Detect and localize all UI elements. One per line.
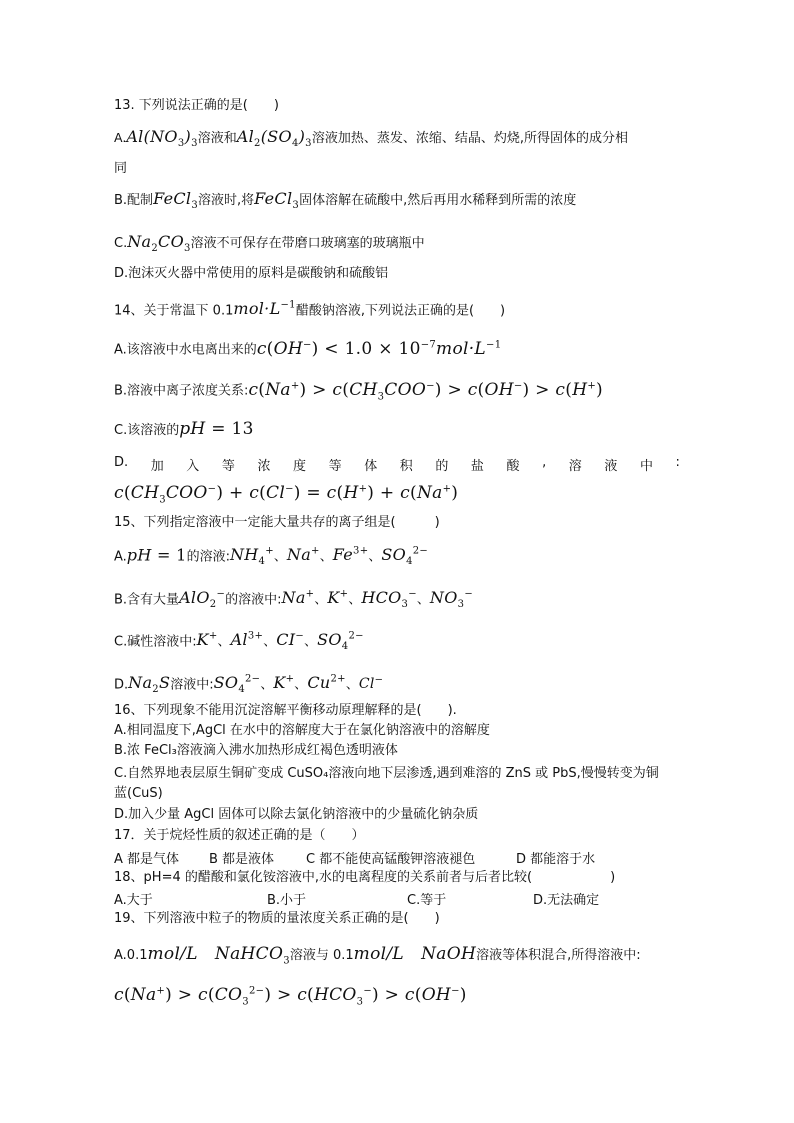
q14-stem-pre: 14、关于常温下 0.1 (114, 303, 234, 319)
ion-no3: $NO_3^-$ (429, 588, 473, 611)
separator: 、 (294, 677, 308, 693)
q13-c-tail: 溶液不可保存在带磨口玻璃塞的玻璃瓶中 (190, 236, 425, 251)
q14-d-word: 中 (639, 459, 653, 474)
separator: 、 (416, 592, 430, 608)
q15-option-b (114, 586, 473, 615)
q15-d-mid: 溶液中: (170, 677, 214, 693)
ion-cu2: $Cu^{2+}$ (307, 673, 346, 693)
formula-na2co3: $Na_2CO_3$ (127, 232, 191, 255)
separator: 、 (217, 634, 231, 650)
formula-fecl3: FeCl$_3$ (153, 189, 198, 212)
q19-a-pre: A.0.1 (114, 948, 148, 963)
q13-option-c (114, 233, 425, 258)
q15-stem: 15、下列指定溶液中一定能大量共存的离子组是( ) (114, 515, 440, 530)
q14-d-word: 盐 (470, 459, 484, 474)
q14-d-word: 等 (221, 459, 235, 474)
q15-c-prefix: C.碱性溶液中: (114, 634, 197, 650)
q19-option-a-formula (114, 982, 467, 1011)
formula-ph-13: pH = 13 (179, 419, 254, 439)
unit-mol-per-l: $mol\cdot L^{-1}$ (233, 299, 296, 319)
q14-d-word: 等 (328, 459, 342, 474)
q17-options (114, 848, 595, 867)
formula-al-no3-3: $Al(NO_3)_3$ (126, 127, 198, 150)
q19-stem: 19、下列溶液中粒子的物质的量浓度关系正确的是( ) (114, 911, 440, 926)
q18-options (114, 889, 599, 908)
ion-nh4: $NH_4^+$ (229, 545, 274, 568)
q13-option-d: D.泡沫灭火器中常使用的原料是碳酸钠和硫酸铝 (114, 266, 389, 281)
ion-so4: $SO_4^{2-}$ (317, 630, 364, 653)
separator: 、 (263, 634, 277, 650)
separator: 、 (368, 549, 382, 565)
q19-option-a (114, 945, 641, 970)
q15-d-prefix: D. (114, 677, 129, 693)
q15-a-prefix: A. (114, 549, 127, 565)
q14-d-word: 溶 (568, 459, 582, 474)
q18-option-c: C.等于 (407, 893, 447, 908)
formula-ion-order-2: $c(Na^+) > c(CO_3^{2-}) > c(HCO_3^-) > c(OH^-)$ (114, 984, 467, 1008)
q14-d-word: 体 (364, 459, 378, 474)
q15-b-prefix: B.含有大量 (114, 592, 180, 608)
q14-option-c (114, 420, 254, 440)
q14-d-word: 液 (604, 459, 618, 474)
q15-option-c (114, 628, 364, 657)
q14-stem (114, 297, 505, 320)
q13-stem: 13. 下列说法正确的是( ) (114, 98, 279, 113)
q19-a-post: 溶液等体积混合,所得溶液中: (476, 948, 641, 963)
formula-naoh: mol/L NaOH (353, 944, 477, 964)
q14-option-b (114, 377, 603, 406)
q14-stem-post: 醋酸钠溶液,下列说法正确的是( ) (295, 303, 506, 319)
separator: 、 (260, 677, 274, 693)
q14-c-prefix: C.该溶液的 (114, 423, 180, 438)
ion-al3: $Al^{3+}$ (230, 630, 264, 650)
ion-k: K+ (196, 630, 218, 650)
formula-c-oh-lt: $c(OH^-) < 1.0 \times 10^{-7}mol\cdot L^{-1}$ (256, 338, 502, 359)
ion-cl: Cl− (358, 674, 384, 693)
q14-option-d-formula (114, 480, 458, 509)
ion-na: Na+ (281, 588, 315, 608)
q13-a-wrap: 同 (114, 161, 128, 176)
q14-option-a (114, 336, 501, 360)
q15-b-mid: 的溶液中: (225, 592, 282, 608)
q14-d-word: 浓 (257, 459, 271, 474)
q14-d-word: , (542, 455, 547, 470)
q14-d-word: D. (114, 455, 129, 470)
formula-fecl3-2: FeCl$_3$ (254, 189, 300, 212)
q14-d-word: 度 (293, 459, 307, 474)
q14-d-word: 入 (186, 459, 200, 474)
q15-a-mid: 的溶液: (186, 549, 230, 565)
q16-option-c: C.自然界地表层原生铜矿变成 CuSO₄溶液向地下层渗透,遇到难溶的 ZnS 或 PbS,慢慢转变为铜 (114, 766, 659, 781)
q15-option-d (114, 671, 383, 700)
q13-a-tail: 溶液加热、蒸发、浓缩、结晶、灼烧,所得固体的成分相 (311, 131, 628, 146)
ion-k: K+ (327, 588, 349, 608)
q14-d-word: 的 (435, 459, 449, 474)
q19-a-mid: 溶液与 0.1 (289, 948, 354, 963)
q13-b-mid: 溶液时,将 (198, 193, 255, 208)
q18-stem: 18、pH=4 的醋酸和氯化铵溶液中,水的电离程度的关系前者与后者比较( ) (114, 870, 616, 885)
formula-ph-1: pH = 1 (126, 545, 187, 565)
formula-na2s: $Na_2S$ (128, 673, 171, 696)
separator: 、 (304, 634, 318, 650)
separator: 、 (345, 677, 359, 693)
q14-d-word: 酸 (506, 459, 520, 474)
q17-option-c: C 都不能使高锰酸钾溶液褪色 (306, 852, 476, 867)
q18-option-d: D.无法确定 (533, 893, 600, 908)
q13-option-b (114, 190, 576, 215)
q13-option-a (114, 128, 628, 153)
q16-option-c-wrap: 蓝(CuS) (114, 786, 163, 801)
q14-d-word: 积 (399, 459, 413, 474)
q18-option-b: B.小于 (267, 893, 307, 908)
ion-na: Na+ (286, 545, 320, 565)
q15-option-a (114, 543, 428, 572)
q17-option-b: B 都是液体 (209, 852, 275, 867)
ion-so4: $SO_4^{2-}$ (381, 545, 429, 568)
q17-option-d: D 都能溶于水 (516, 852, 596, 867)
separator: 、 (314, 592, 328, 608)
separator: 、 (319, 549, 333, 565)
ion-fe3: $Fe^{3+}$ (332, 545, 369, 565)
formula-ion-order: $c(Na^+) > c(CH_3COO^-) > c(OH^-) > c(H^+)$ (248, 379, 603, 403)
q18-option-a: A.大于 (114, 893, 153, 908)
q14-b-prefix: B.溶液中离子浓度关系: (114, 383, 249, 399)
ion-so4: $SO_4^{2-}$ (213, 673, 261, 696)
separator: 、 (273, 549, 287, 565)
formula-al2-so4-3: $Al_2(SO_4)_3$ (236, 127, 312, 150)
q14-d-word: : (675, 455, 680, 470)
ion-alo2: AlO$_2$− (179, 588, 226, 611)
q17-option-a: A 都是气体 (114, 852, 180, 867)
q14-d-word: 加 (150, 459, 164, 474)
ion-cl: CI− (276, 630, 305, 650)
unit-mol-l: mol/L NaHCO$_3$ (147, 944, 290, 967)
q13-b-tail: 固体溶解在硫酸中,然后再用水稀释到所需的浓度 (299, 193, 577, 208)
q16-option-b: B.浓 FeCl₃溶液滴入沸水加热形成红褐色透明液体 (114, 743, 398, 758)
ion-hco3: $HCO_3^-$ (361, 588, 417, 611)
q16-stem: 16、下列现象不能用沉淀溶解平衡移动原理解释的是( ). (114, 703, 457, 718)
q16-option-d: D.加入少量 AgCl 固体可以除去氯化钠溶液中的少量硫化钠杂质 (114, 807, 479, 822)
q14-option-d-text (114, 455, 680, 474)
q17-stem: 17．关于烷烃性质的叙述正确的是（ ） (114, 828, 365, 843)
q13-b-prefix: B.配制 (114, 193, 154, 208)
q13-a-mid: 溶液和 (197, 131, 237, 146)
ion-k: K+ (273, 673, 295, 693)
q13-c-prefix: C. (114, 236, 128, 251)
q13-a-prefix: A. (114, 130, 127, 145)
q14-a-prefix: A.该溶液中水电离出来的 (114, 342, 257, 358)
formula-charge-balance: $c(CH_3COO^-) + c(Cl^-) = c(H^+) + c(Na^+)$ (114, 482, 459, 506)
separator: 、 (348, 592, 362, 608)
q16-option-a: A.相同温度下,AgCl 在水中的溶解度大于在氯化钠溶液中的溶解度 (114, 723, 490, 738)
